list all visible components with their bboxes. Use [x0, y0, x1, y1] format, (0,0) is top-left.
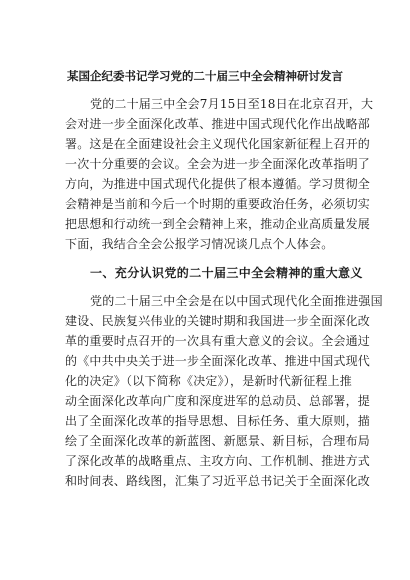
paragraph-line: 会对进一步全面深化改革、推进中国式现代化作出战略部 — [65, 117, 371, 131]
paragraph-line: 把思想和行动统一到全会精神上来，推动企业高质量发展 — [65, 217, 371, 231]
paragraph-line: 化的决定》（以下简称《决定》），是新时代新征程上推 — [65, 374, 353, 388]
paragraph-line: 出了全面深化改革的指导思想、目标任务、重大原则，描 — [65, 414, 371, 428]
paragraph-line: 党的二十届三中全会是在以中国式现代化全面推进强国 — [90, 294, 383, 308]
paragraph-line: 下面，我结合全会公报学习情况谈几点个人体会。 — [65, 237, 334, 251]
paragraph-line: 会精神是当前和今后一个时期的重要政治任务，必须切实 — [65, 197, 371, 211]
paragraph-line: 方向，为推进中国式现代化提供了根本遵循。学习贯彻全 — [65, 177, 371, 191]
paragraph-line: 革的重要时点召开的一次具有重大意义的会议。全会通过 — [65, 334, 371, 348]
paragraph-line: 建设、民族复兴伟业的关键时期和我国进一步全面深化改 — [65, 314, 371, 328]
paragraph-line: 绘了全面深化改革的新蓝图、新愿景、新目标，合理布局 — [65, 434, 371, 448]
section-heading: 一、充分认识党的二十届三中全会精神的重大意义 — [90, 266, 363, 280]
paragraph-line: 一次十分重要的会议。全会为进一步全面深化改革指明了 — [65, 157, 371, 171]
paragraph-line: 党的二十届三中全会7月15日至18日在北京召开，大 — [90, 97, 374, 111]
paragraph-line: 和时间表、路线图，汇集了习近平总书记关于全面深化改 — [65, 474, 371, 488]
paragraph-line: 署。这是在全面建设社会主义现代化国家新征程上召开的 — [65, 137, 371, 151]
paragraph-line: 的《中共中央关于进一步全面深化改革、推进中国式现代 — [65, 354, 371, 368]
document-title: 某国企纪委书记学习党的二十届三中全会精神研讨发言 — [67, 69, 343, 83]
paragraph-line: 动全面深化改革向广度和深度进军的总动员、总部署，提 — [65, 394, 371, 408]
paragraph-line: 了深化改革的战略重点、主攻方向、工作机制、推进方式 — [65, 454, 371, 468]
